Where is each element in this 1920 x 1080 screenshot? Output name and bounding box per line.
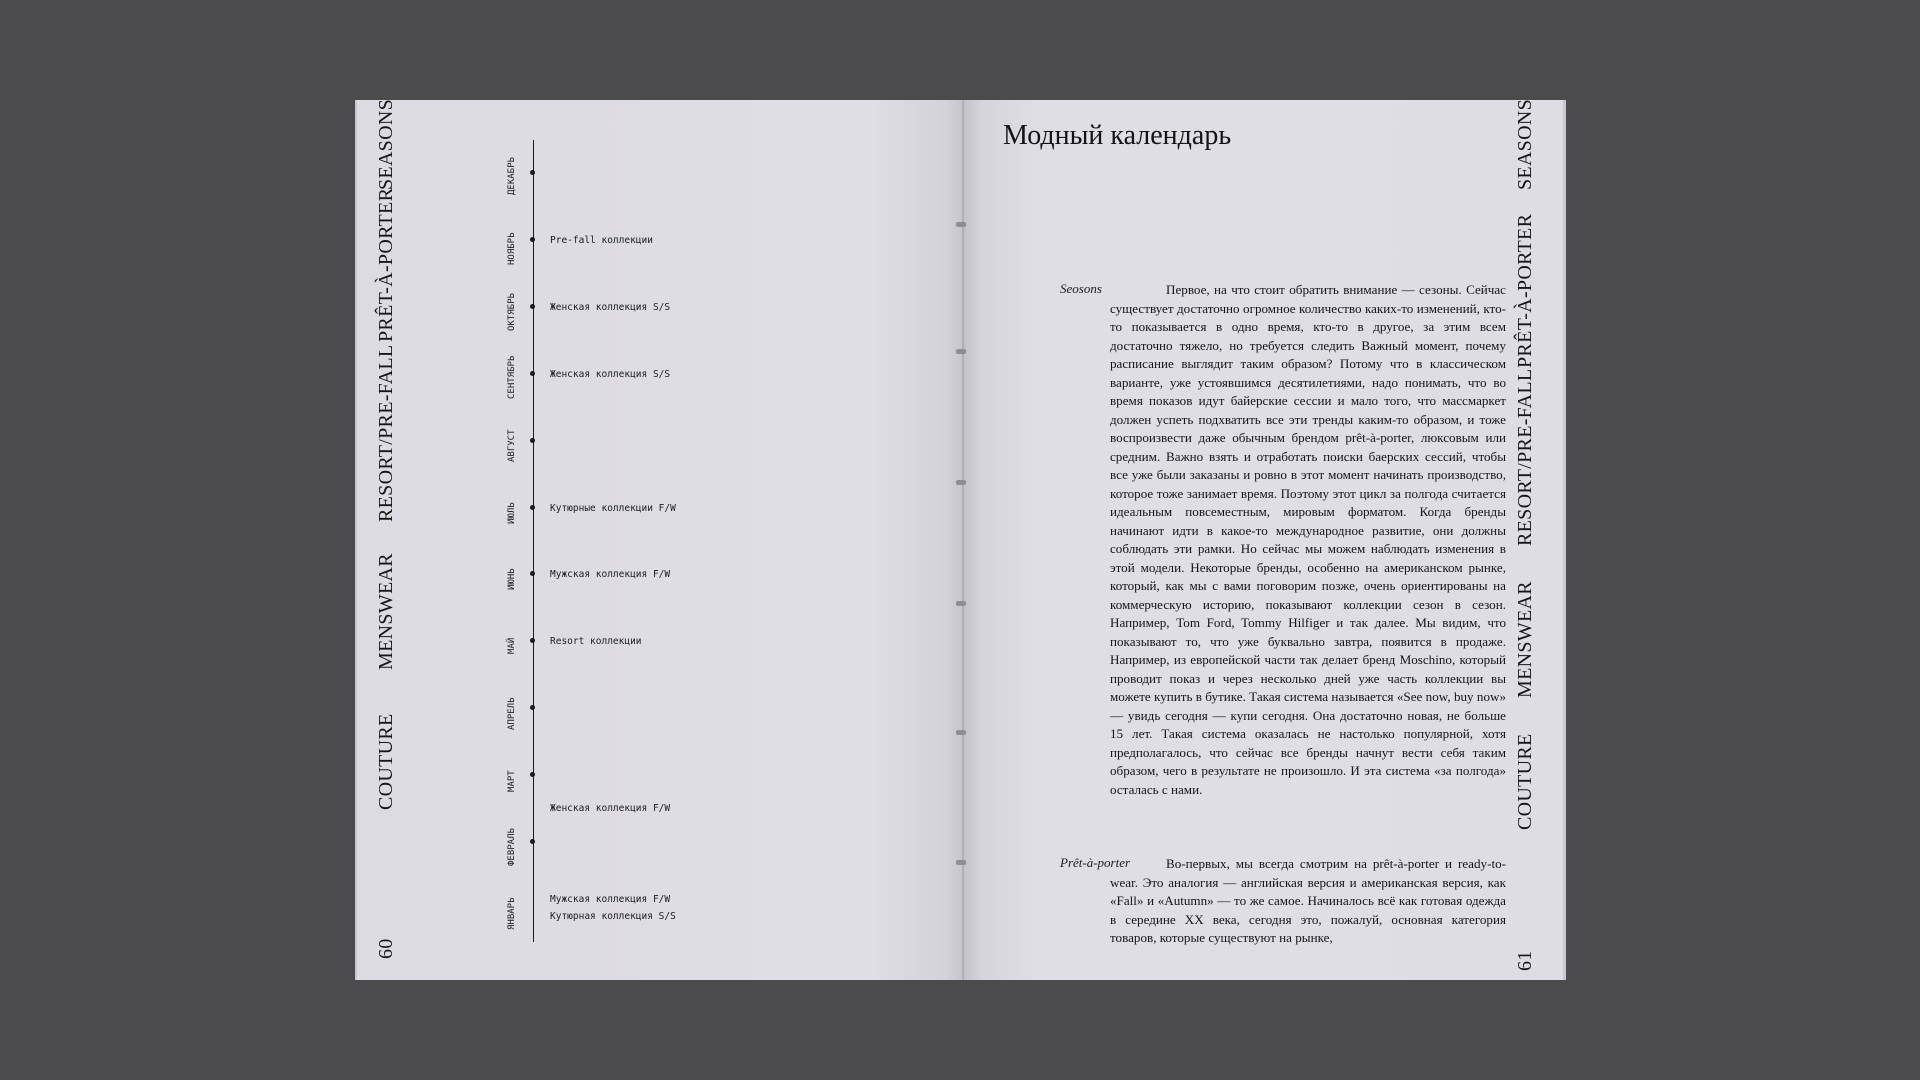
binding-stitch [956,349,966,354]
left-running-heads [375,100,415,980]
timeline-dot [530,371,535,376]
timeline-dot [530,304,535,309]
month-january: ЯНВАРЬ [507,897,517,930]
timeline-axis [533,140,534,942]
running-head-menswear: MENSWEAR [1514,581,1536,698]
side-term-seasons: Seosons [1060,281,1102,296]
binding-stitch [956,480,966,485]
timeline-dot [530,772,535,777]
month-july: ИЮЛЬ [507,502,517,524]
binding-stitch [956,860,966,865]
paragraph-text: Первое, на что стоит обратить внимание — сезоны. Сейчас существует достаточно огромное количество каких-то изменений, кто-то показывается в одно время, кто-то в другое, за этим всем достаточно тяжело, но требуется следить Важный момент, почему расписание выглядит таким образом? Потому что в классическом варианте, уже устоявшимся десятилетиями, надо понимать, что во время показов идут байерские сессии и мало того, что массмаркет должен успеть подхватить все эти тренды каким-то образом, и тоже воспроизвести даже обычным брендом prêt-à-porter, люксовым или средним. Важно взять и отработать поиски баерских сессий, чтобы все уже были заказаны и ровно в этот момент начинать производство, которое тоже занимает время. Поэтому этот цикл за полгода считается идеальным повсеместным, мировым форматом. Когда бренды начинают идти в какое-то международное развитие, они должны соблюдать эти рамки. Но сейчас мы можем наблюдать изменения в этой модели. Некоторые бренды, особенно на американском рынке, который, как мы с вами поговорим позже, очень ориентированы на коммерческую историю, показывают коллекции сезон в сезон. Например, Tom Ford, Tommy Hilfiger и так далее. Мы видим, что показывают то, что уже буквально завтра, появится в продаже. Например, из европейской части так делает бренд Moschino, который проводит показ и через несколько дней уже часть коллекции вы можете купить в бутике. Такая система называется «See now, buy now» — увидь сегодня — купи сегодня. Она достаточно новая, не больше 15 лет. Такая система оказалась не настолько популярной, хотя предполагалось, что сейчас все бренды начнут вести себя таким образом, чего в результате не произошло. И эта система «за полгода» осталась с нами. [1110,282,1506,797]
event-pre-fall: Pre-fall коллекции [550,235,653,246]
binding-stitch [956,222,966,227]
page-number-left: 60 [375,938,397,960]
timeline-dot [530,705,535,710]
month-april: АПРЕЛЬ [507,697,517,730]
month-may: МАЙ [507,637,517,654]
timeline-dot [530,571,535,576]
book-spread [355,100,1566,980]
month-june: ИЮНЬ [507,568,517,590]
page-title: Модный календарь [1003,120,1232,151]
month-september: СЕНТЯБРЬ [507,355,517,399]
month-february: ФЕВРАЛЬ [507,828,517,866]
month-december: ДЕКАБРЬ [507,157,517,195]
event-mens-fw-jan: Мужская коллекция F/W [550,894,671,905]
timeline-dot [530,438,535,443]
event-womens-fw-feb: Женская коллекция F/W [550,803,671,814]
running-head-seasons: SEASONS [1514,98,1536,190]
timeline-dot [530,839,535,844]
right-running-heads [1514,100,1554,980]
month-october: ОКТЯБРЬ [507,293,517,331]
running-head-couture: COUTURE [1514,733,1536,830]
event-womens-ss-oct: Женская коллекция S/S [550,302,671,313]
event-couture-ss-jan: Кутюрная коллекция S/S [550,911,676,922]
page-number-right: 61 [1514,950,1536,972]
running-head-menswear: MENSWEAR [375,553,397,670]
event-mens-fw-jun: Мужская коллекция F/W [550,569,671,580]
event-resort: Resort коллекции [550,636,642,647]
left-page [355,100,963,980]
event-womens-ss-sep: Женская коллекция S/S [550,369,671,380]
body-paragraph-seasons [1110,281,1506,799]
timeline-dot [530,237,535,242]
binding-stitch [956,601,966,606]
month-november: НОЯБРЬ [507,232,517,265]
month-august: АВГУСТ [507,429,517,462]
running-head-pret-a-porter: PRÊT-À-PORTER [375,187,397,342]
right-page [963,100,1566,980]
paragraph-text: Во-первых, мы всегда смотрим на prêt-à-porter и ready-to-wear. Это аналогия — английская версия и американская версия, как «Fall» и «Autumn» — то же самое. Начиналось всё как готовая одежда в середине XX века, сегодня это, пожалуй, основная категория товаров, которые существуют на рынке, [1110,856,1506,945]
timeline-dot [530,505,535,510]
running-head-resort: RESORT/PRE-FALL [1514,368,1536,546]
running-head-resort: RESORT/PRE-FALL [375,344,397,522]
running-head-seasons: SEASONS [375,98,397,190]
timeline-dot [530,170,535,175]
month-march: МАРТ [507,770,517,792]
running-head-couture: COUTURE [375,713,397,810]
book-gutter [962,100,964,980]
binding-stitch [956,730,966,735]
body-paragraph-pret-a-porter [1110,855,1506,948]
event-couture-fw-jul: Кутюрные коллекции F/W [550,503,676,514]
side-term-pret-a-porter: Prêt-à-porter [1060,855,1131,870]
running-head-pret-a-porter: PRÊT-À-PORTER [1514,213,1536,368]
timeline-dot [530,638,535,643]
